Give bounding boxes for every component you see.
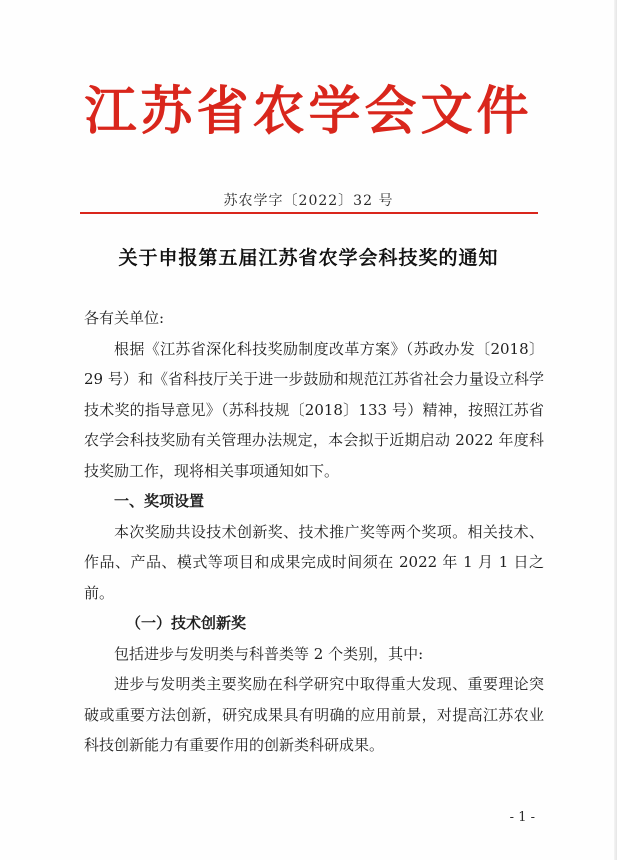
paragraph-awards: 本次奖励共设技术创新奖、技术推广奖等两个奖项。相关技术、作品、产品、模式等项目和成果完成时间须在 2022 年 1 月 1 日之前。 bbox=[84, 522, 544, 602]
salutation: 各有关单位: bbox=[84, 309, 165, 327]
paragraph-progress-invention: 进步与发明类主要奖励在科学研究中取得重大发现、重要理论突破或重要方法创新，研究成果具有明确的应用前景，对提高江苏农业科技创新能力有重要作用的创新类科研成果。 bbox=[84, 675, 544, 754]
paragraph-categories: 包括进步与发明类与科普类等 2 个类别，其中: bbox=[114, 644, 424, 663]
subsection-heading-innovation: （一）技术创新奖 bbox=[126, 614, 247, 632]
page-number: - 1 - bbox=[509, 810, 535, 825]
red-divider bbox=[80, 212, 538, 214]
notice-title: 关于申报第五届江苏省农学会科技奖的通知 bbox=[118, 247, 499, 269]
paragraph-intro: 根据《江苏省深化科技奖励制度改革方案》（苏政办发〔2018〕29 号）和《省科技厅关于进一步鼓励和规范江苏省社会力量设立科学技术奖的指导意见》（苏科技规〔2018〕133 号）精神，按照江苏省农学会科技奖励有关管理办法规定，本会拟于近期启动 2022 年度科技奖励工作，现将相关事项通知如下。 bbox=[84, 339, 544, 480]
header-title: 江苏省农学会文件 bbox=[84, 81, 533, 142]
document-body bbox=[84, 303, 544, 761]
section-heading-awards: 一、奖项设置 bbox=[114, 492, 205, 510]
document-number: 苏农学字〔2022〕32 号 bbox=[223, 193, 394, 209]
